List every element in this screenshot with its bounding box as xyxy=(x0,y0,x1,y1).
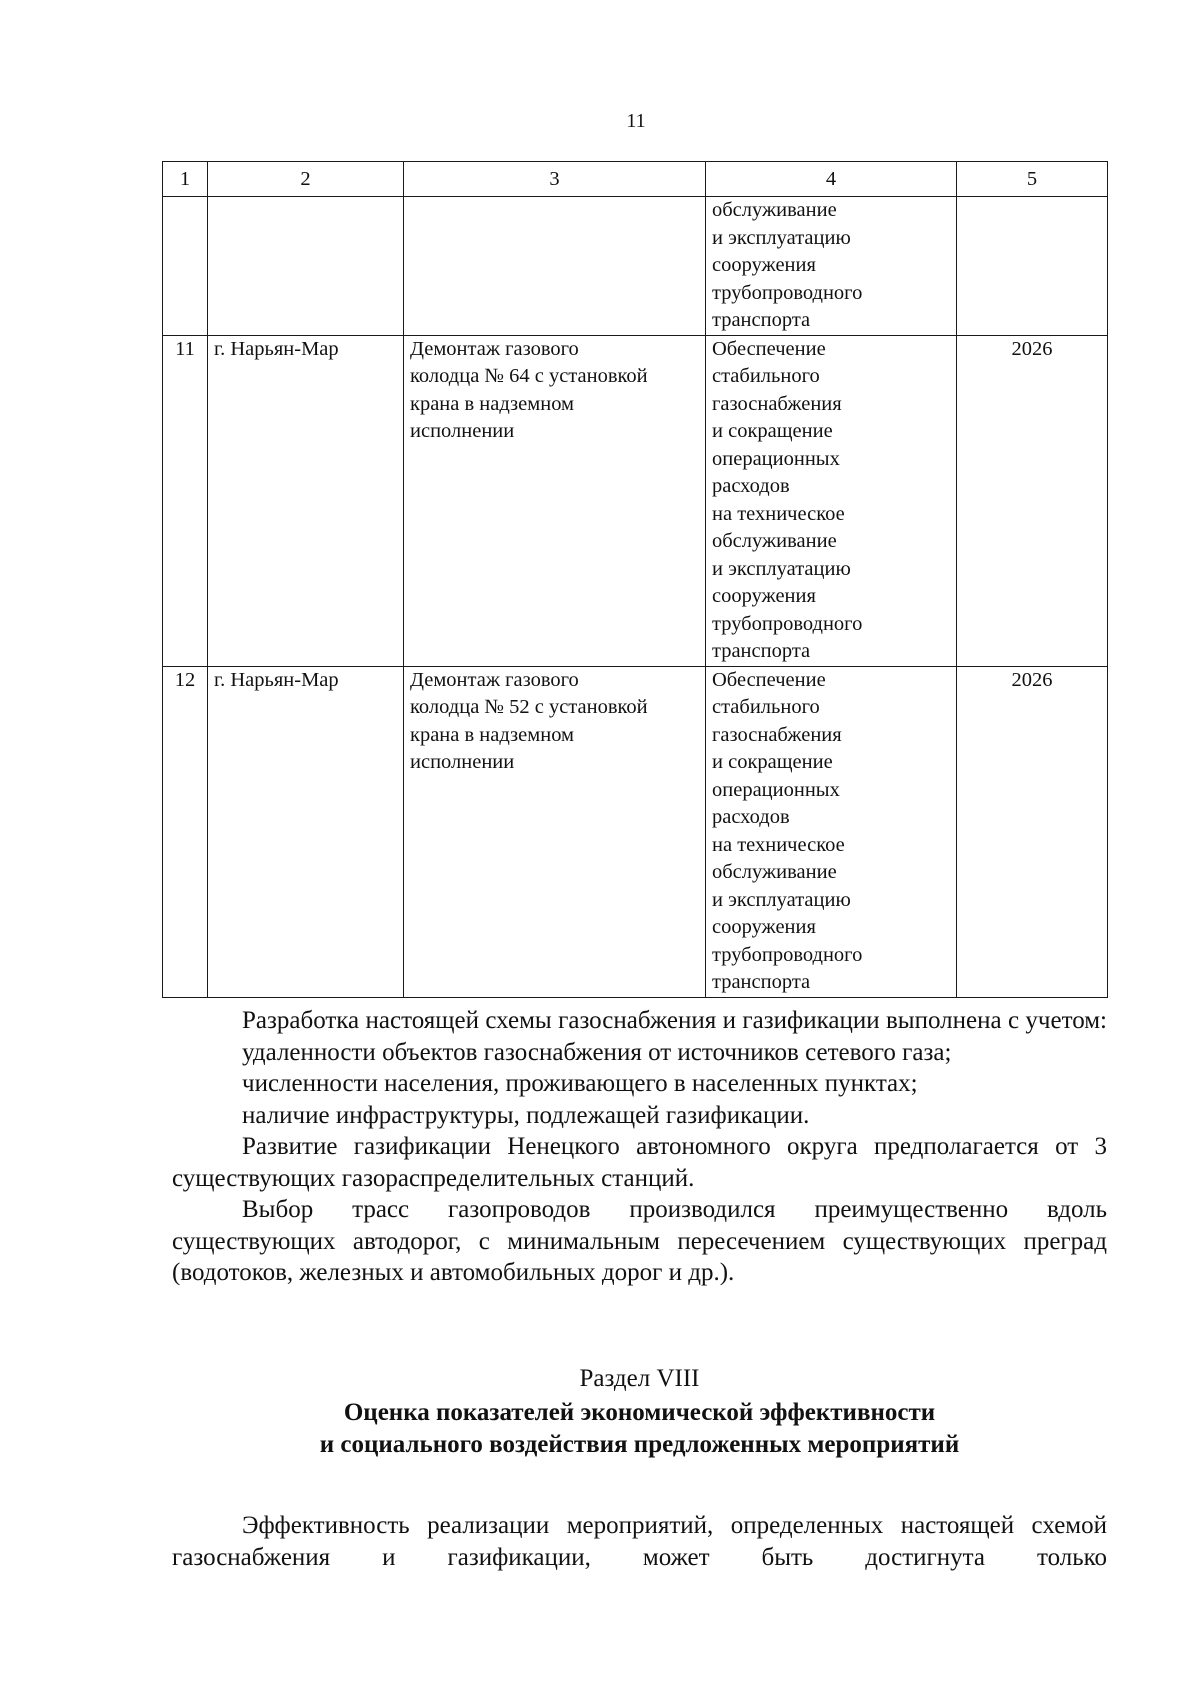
cell-text-line: и сокращение xyxy=(712,751,833,773)
cell-text-line: операционных xyxy=(712,778,840,801)
cell-text-line: Обеспечение xyxy=(712,337,826,360)
cell-text-line: сооружения xyxy=(712,254,816,276)
cell-text-line: на техническое xyxy=(712,502,845,525)
column-header: 1 xyxy=(163,162,208,197)
cell-text-line: Демонтаж газового xyxy=(410,668,579,691)
cell-text-line: исполнении xyxy=(410,751,515,773)
closing-paragraph xyxy=(172,1510,1107,1574)
cell-text-line: сооружения xyxy=(712,916,816,938)
section-title xyxy=(172,1397,1107,1461)
paragraph: Развитие газификации Ненецкого автономного округа предполагается от 3 существующих газораспределительных станций. xyxy=(172,1133,1107,1192)
list-item: наличие инфраструктуры, подлежащей газификации. xyxy=(242,1101,810,1129)
work-description-cell xyxy=(404,335,706,666)
year-cell: 2026 xyxy=(957,335,1108,666)
column-header: 3 xyxy=(404,162,706,197)
section-title-line: Оценка показателей экономической эффективности xyxy=(343,1399,936,1426)
cell-text-line: газоснабжения xyxy=(712,392,842,415)
year-cell xyxy=(957,197,1108,336)
column-header: 2 xyxy=(208,162,404,197)
table-row xyxy=(163,666,1108,997)
cell-text-line: транспорта xyxy=(712,971,811,993)
cell-text-line: стабильного xyxy=(712,365,820,387)
column-header: 5 xyxy=(957,162,1108,197)
cell-text-line: расходов xyxy=(712,475,790,497)
cell-text-line: газоснабжения xyxy=(712,723,842,746)
cell-text-line: обслуживание xyxy=(712,530,837,552)
goal-cell xyxy=(706,666,957,997)
paragraph: Выбор трасс газопроводов производился преимущественно вдоль существующих автодорог, с минимальным пересечением существующих преград (водотоков, железных и автомобильных дорог и др.). xyxy=(172,1196,1107,1286)
section-title-line: и социального воздействия предложенных мероприятий xyxy=(319,1431,960,1458)
work-description-cell xyxy=(404,666,706,997)
cell-text-line: трубопроводного xyxy=(712,943,863,966)
cell-text-line: стабильного xyxy=(712,696,820,718)
column-header: 4 xyxy=(706,162,957,197)
paragraph: Разработка настоящей схемы газоснабжения и газификации выполнена с учетом: xyxy=(242,1007,1107,1034)
locality-cell: г. Нарьян-Мар xyxy=(208,666,404,997)
cell-text-line: колодца № 52 с установкой xyxy=(410,696,648,718)
cell-text-line: и эксплуатацию xyxy=(712,557,851,580)
table-header-row xyxy=(163,162,1108,197)
page-number: 11 xyxy=(626,110,646,132)
cell-text-line: обслуживание xyxy=(712,199,837,221)
cell-text-line: крана в надземном xyxy=(410,392,575,415)
table-row xyxy=(163,197,1108,336)
row-number-cell: 12 xyxy=(163,666,208,997)
year-cell: 2026 xyxy=(957,666,1108,997)
locality-cell: г. Нарьян-Мар xyxy=(208,335,404,666)
list-item: удаленности объектов газоснабжения от источников сетевого газа; xyxy=(242,1038,952,1066)
goal-cell xyxy=(706,197,957,336)
cell-text-line: и эксплуатацию xyxy=(712,226,851,249)
paragraph: Эффективность реализации мероприятий, определенных настоящей схемой газоснабжения и газификации, может быть достигнута только xyxy=(172,1512,1107,1571)
locality-cell xyxy=(208,197,404,336)
table-row xyxy=(163,335,1108,666)
cell-text-line: и сокращение xyxy=(712,420,833,442)
goal-cell xyxy=(706,335,957,666)
cell-text-line: транспорта xyxy=(712,309,811,331)
cell-text-line: колодца № 64 с установкой xyxy=(410,365,648,387)
row-number-cell: 11 xyxy=(163,335,208,666)
body-text xyxy=(172,1005,1107,1289)
cell-text-line: Демонтаж газового xyxy=(410,337,579,360)
list-item: численности населения, проживающего в населенных пунктах; xyxy=(242,1070,918,1097)
cell-text-line: трубопроводного xyxy=(712,612,863,635)
cell-text-line: обслуживание xyxy=(712,861,837,883)
measures-table xyxy=(162,161,1108,998)
cell-text-line: трубопроводного xyxy=(712,281,863,304)
cell-text-line: и эксплуатацию xyxy=(712,888,851,911)
work-description-cell xyxy=(404,197,706,336)
cell-text-line: исполнении xyxy=(410,420,515,442)
cell-text-line: на техническое xyxy=(712,833,845,856)
row-number-cell xyxy=(163,197,208,336)
cell-text-line: расходов xyxy=(712,806,790,828)
cell-text-line: крана в надземном xyxy=(410,723,575,746)
section-label: Раздел VIII xyxy=(579,1365,700,1392)
cell-text-line: Обеспечение xyxy=(712,668,826,691)
cell-text-line: транспорта xyxy=(712,640,811,662)
cell-text-line: операционных xyxy=(712,447,840,470)
cell-text-line: сооружения xyxy=(712,585,816,607)
